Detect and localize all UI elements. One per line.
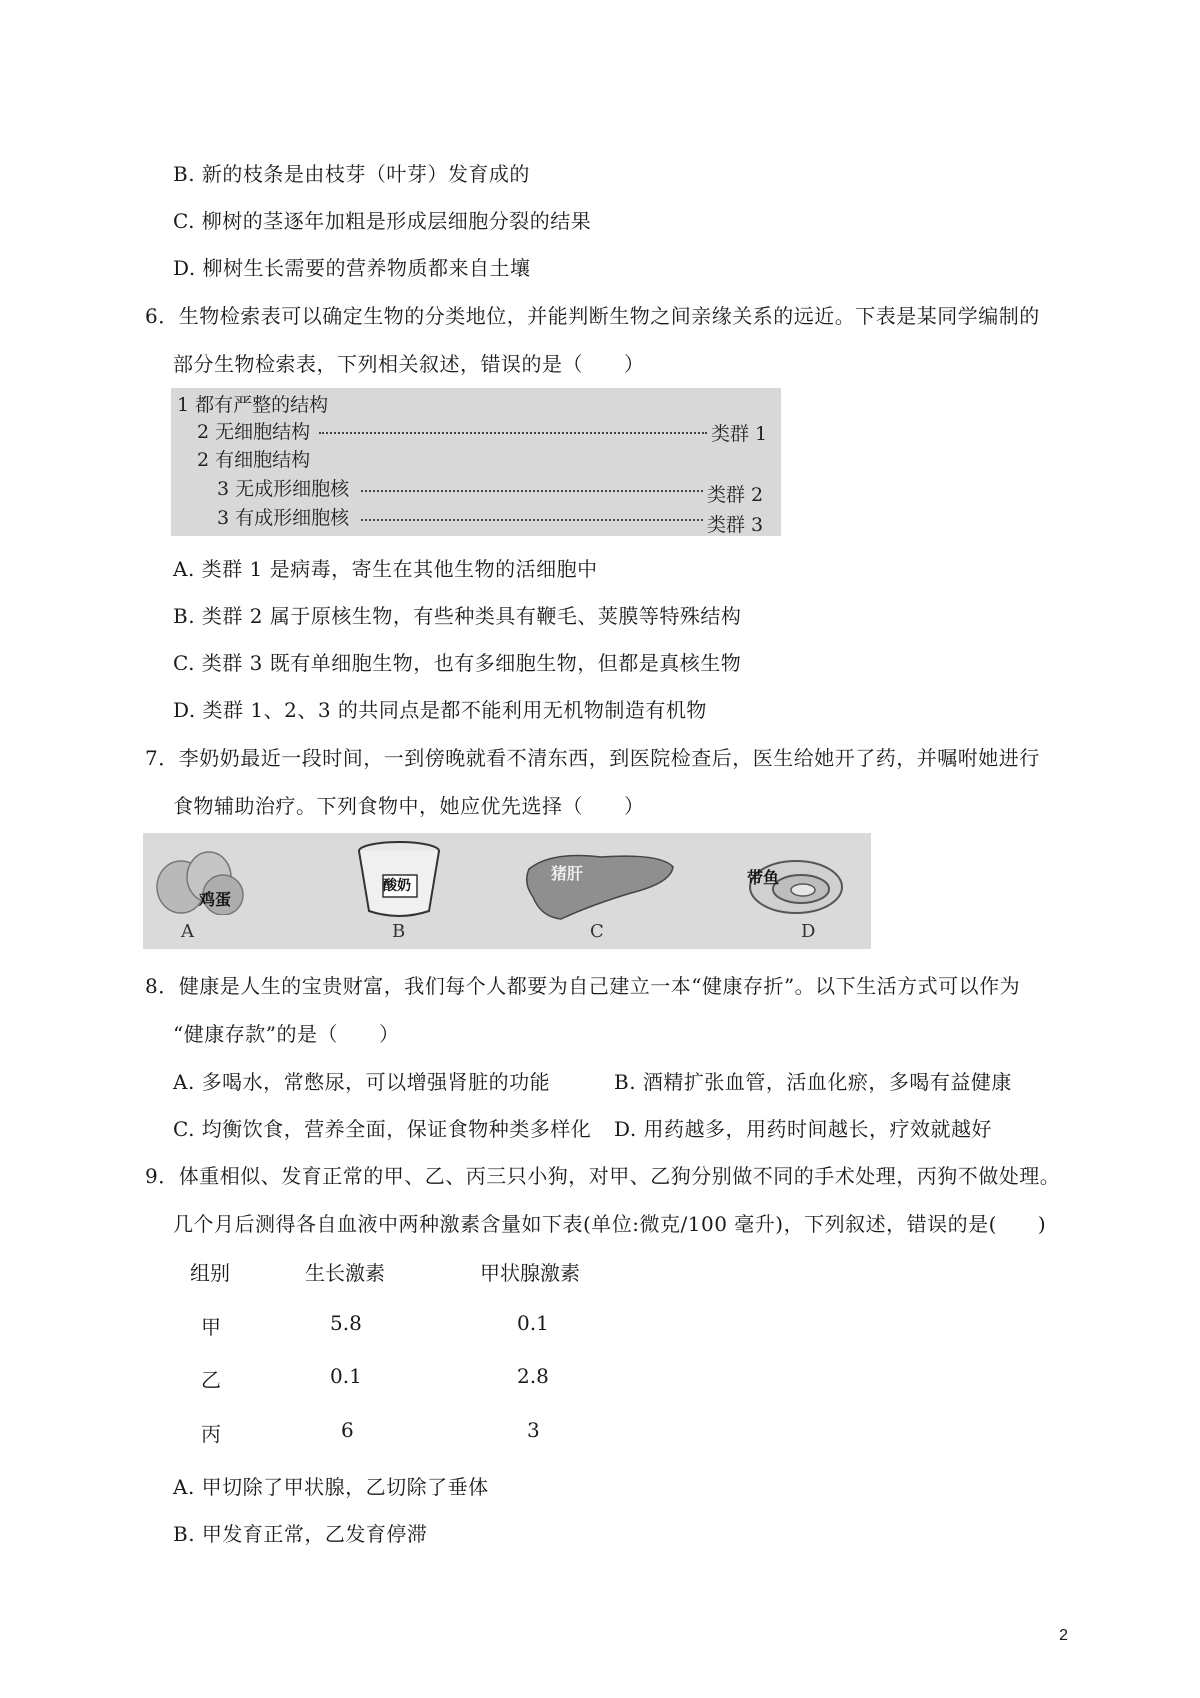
key-row-1: 1 都有严整的结构 — [177, 394, 329, 416]
food-label-a: 鸡蛋 — [199, 890, 232, 909]
q5-option-c: C. 柳树的茎逐年加粗是形成层细胞分裂的结果 — [173, 209, 592, 233]
q6-option-a: A. 类群 1 是病毒，寄生在其他生物的活细胞中 — [173, 557, 598, 581]
table-row-1-thyroid: 0.1 — [517, 1311, 549, 1335]
table-row-2-group: 乙 — [201, 1368, 221, 1392]
table-row-2-growth: 0.1 — [330, 1364, 362, 1388]
q9-stem-line2: 几个月后测得各自血液中两种激素含量如下表(单位:微克/100 毫升)，下列叙述，错误的是( ) — [173, 1212, 1047, 1236]
q8-option-a: A. 多喝水，常憋尿，可以增强肾脏的功能 — [173, 1070, 551, 1094]
liver-icon — [521, 847, 681, 923]
food-label-b: 酸奶 — [383, 878, 411, 894]
classification-key-image — [171, 388, 781, 536]
q8-option-c: C. 均衡饮食，营养全面，保证食物种类多样化 — [173, 1117, 592, 1141]
q7-stem-line1: 7．李奶奶最近一段时间，一到傍晚就看不清东西，到医院检查后，医生给她开了药，并嘱咐她进行 — [145, 746, 1040, 770]
food-label-c: 猪肝 — [551, 864, 584, 883]
q8-option-d: D. 用药越多，用药时间越长，疗效就越好 — [614, 1117, 993, 1141]
page-number: 2 — [1059, 1627, 1068, 1644]
food-eggs — [151, 845, 251, 915]
table-row-2-thyroid: 2.8 — [517, 1364, 549, 1388]
q5-option-d: D. 柳树生长需要的营养物质都来自土壤 — [173, 256, 531, 280]
q6-stem-line2: 部分生物检索表，下列相关叙述，错误的是（ ） — [173, 352, 645, 376]
table-header-group: 组别 — [190, 1261, 230, 1285]
key-row-4-group: 类群 2 — [707, 484, 764, 506]
table-row-1-group: 甲 — [201, 1315, 221, 1339]
key-row-5-group: 类群 3 — [707, 514, 764, 536]
food-liver — [521, 847, 681, 923]
key-row-2-leader — [319, 432, 707, 434]
table-row-3-growth: 6 — [341, 1418, 354, 1442]
food-hairtail — [741, 843, 851, 923]
food-options-image — [143, 833, 871, 949]
q6-option-d: D. 类群 1、2、3 的共同点是都不能利用无机物制造有机物 — [173, 698, 707, 722]
q8-option-b: B. 酒精扩张血管，活血化瘀，多喝有益健康 — [614, 1070, 1012, 1094]
key-row-5-leader — [361, 519, 703, 521]
q9-stem-line1: 9．体重相似、发育正常的甲、乙、丙三只小狗，对甲、乙狗分别做不同的手术处理，丙狗不做处理。 — [145, 1164, 1061, 1188]
table-header-thyroid-hormone: 甲状腺激素 — [480, 1261, 580, 1285]
q8-stem-line1: 8．健康是人生的宝贵财富，我们每个人都要为自己建立一本“健康存折”。以下生活方式可以作为 — [145, 974, 1021, 998]
key-row-3: 2 有细胞结构 — [197, 449, 311, 471]
food-label-d: 带鱼 — [747, 868, 780, 887]
table-row-3-thyroid: 3 — [527, 1418, 540, 1442]
q7-stem-line2: 食物辅助治疗。下列食物中，她应优先选择（ ） — [173, 794, 645, 818]
q9-option-a: A. 甲切除了甲状腺，乙切除了垂体 — [173, 1475, 489, 1499]
key-row-4-leader — [361, 490, 703, 492]
key-row-2-group: 类群 1 — [711, 423, 768, 445]
q8-stem-line2: “健康存款”的是（ ） — [173, 1022, 400, 1046]
table-header-growth-hormone: 生长激素 — [305, 1261, 385, 1285]
food-yogurt — [349, 839, 449, 921]
table-row-1-growth: 5.8 — [330, 1311, 362, 1335]
key-row-4: 3 无成形细胞核 — [217, 478, 350, 500]
q9-option-b: B. 甲发育正常，乙发育停滞 — [173, 1522, 428, 1546]
food-letter-c: C — [590, 921, 604, 942]
q6-option-b: B. 类群 2 属于原核生物，有些种类具有鞭毛、荚膜等特殊结构 — [173, 604, 742, 628]
food-letter-a: A — [181, 921, 194, 942]
key-row-5: 3 有成形细胞核 — [217, 507, 350, 529]
food-letter-b: B — [392, 921, 406, 942]
q6-option-c: C. 类群 3 既有单细胞生物，也有多细胞生物，但都是真核生物 — [173, 651, 742, 675]
table-row-3-group: 丙 — [201, 1422, 221, 1446]
q6-stem-line1: 6．生物检索表可以确定生物的分类地位，并能判断生物之间亲缘关系的远近。下表是某同学编制的 — [145, 304, 1040, 328]
key-row-2: 2 无细胞结构 — [197, 421, 311, 443]
q5-option-b: B. 新的枝条是由枝芽（叶芽）发育成的 — [173, 162, 530, 186]
food-letter-d: D — [801, 921, 816, 942]
